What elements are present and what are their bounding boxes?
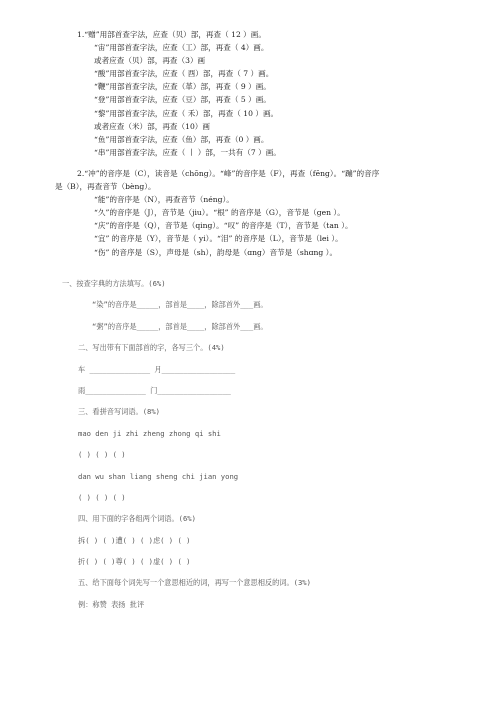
exercise-section	[0, 273, 496, 615]
exercise-line: 车 ______________ 月_________________	[78, 364, 236, 374]
answer-section	[0, 28, 496, 259]
section-heading: 三、看拼音写词语。(8%)	[78, 407, 160, 417]
text-line: “宙”用部首查字法，应查（工）部，再查（ 4）画。	[94, 43, 269, 53]
section-heading: 五、给下面每个词先写一个意思相近的词，再写一个意思相反的词。(3%)	[78, 578, 311, 588]
text-line: 或者应查（贝）部，再查（3）画	[94, 56, 206, 66]
text-line: 1.“赠”用部首查字法，应查（贝）部，再查（ 12 ）画。	[77, 30, 266, 39]
text-line: “酸”用部首查字法，应查（ 酉）部，再查（ 7 ）画。	[94, 69, 274, 79]
text-line: “宜” 的音序是（Y），音节是（ yi）。“泪” 的音序是（L），音节是（lei ）。	[94, 234, 343, 244]
text-line: “登”用部首查字法，应查（豆）部，再查（ 5 ）画。	[94, 95, 271, 105]
section-heading: 二、写出带有下面部首的字，各写三个。(4%)	[78, 343, 225, 353]
pinyin-line: mao den ji zhi zheng zhong qi shi	[78, 428, 221, 438]
exercise-line: “染”的音序是_____，部首是____，除部首外___画。	[92, 300, 268, 310]
answer-blanks: ( ) ( ) ( )	[78, 492, 126, 502]
section-heading: 一、按查字典的方法填写。(6%)	[62, 279, 166, 288]
text-line: 是（B），再查音节（bèng）。	[55, 182, 156, 192]
pinyin-line: dan wu shan liang sheng chi jian yong	[78, 471, 239, 481]
exercise-line: 折( ) ( )尊( ) ( )虚( ) ( )	[78, 557, 191, 567]
text-line: 2.“冲”的音序是（C），读音是（chōng）。“峰”的音序是（F），再查（fēng）。“蹦”的音序	[77, 168, 380, 178]
text-line: “能”的音序是（N），再查音节（néng）。	[94, 195, 234, 205]
exercise-line: 例：称赞 表扬 批评	[78, 599, 145, 609]
exercise-line: 拆( ) ( )遭( ) ( )虑( ) ( )	[78, 535, 191, 545]
text-line: “串”用部首查字法，应查（ 丨 ）部，一共有（7 ）画。	[94, 147, 281, 157]
text-line: “鱼”用部首查字法，应查（鱼）部，再查（0 ）画。	[94, 134, 269, 144]
text-line: “鞭”用部首查字法，应查（革）部，再查（ 9 ）画。	[94, 82, 271, 92]
exercise-line: 雨______________ 门_________________	[78, 385, 231, 395]
text-line: “庆”的音序是（Q），音节是（qing）。“叹” 的音序是（T），音节是（tan ）。	[94, 221, 353, 231]
exercise-line: “粥”的音序是_____，部首是____，除部首外___画。	[92, 321, 268, 331]
answer-blanks: ( ) ( ) ( )	[78, 450, 126, 460]
text-line: “黎”用部首查字法，应查（ 禾）部，再查（ 10 ）画。	[94, 108, 279, 118]
text-line: “伤” 的音序是（S），声母是（sh），韵母是（ɑng）音节是（shɑng ）。	[94, 247, 338, 257]
section-heading: 四、用下面的字各组两个词语。(6%)	[78, 514, 196, 524]
text-line: 或者应查（米）部，再查（10）画	[94, 121, 210, 131]
text-line: “久”的音序是（J），音节是（jiu）。“根” 的音序是（G），音节是（gen ）。	[94, 208, 345, 218]
